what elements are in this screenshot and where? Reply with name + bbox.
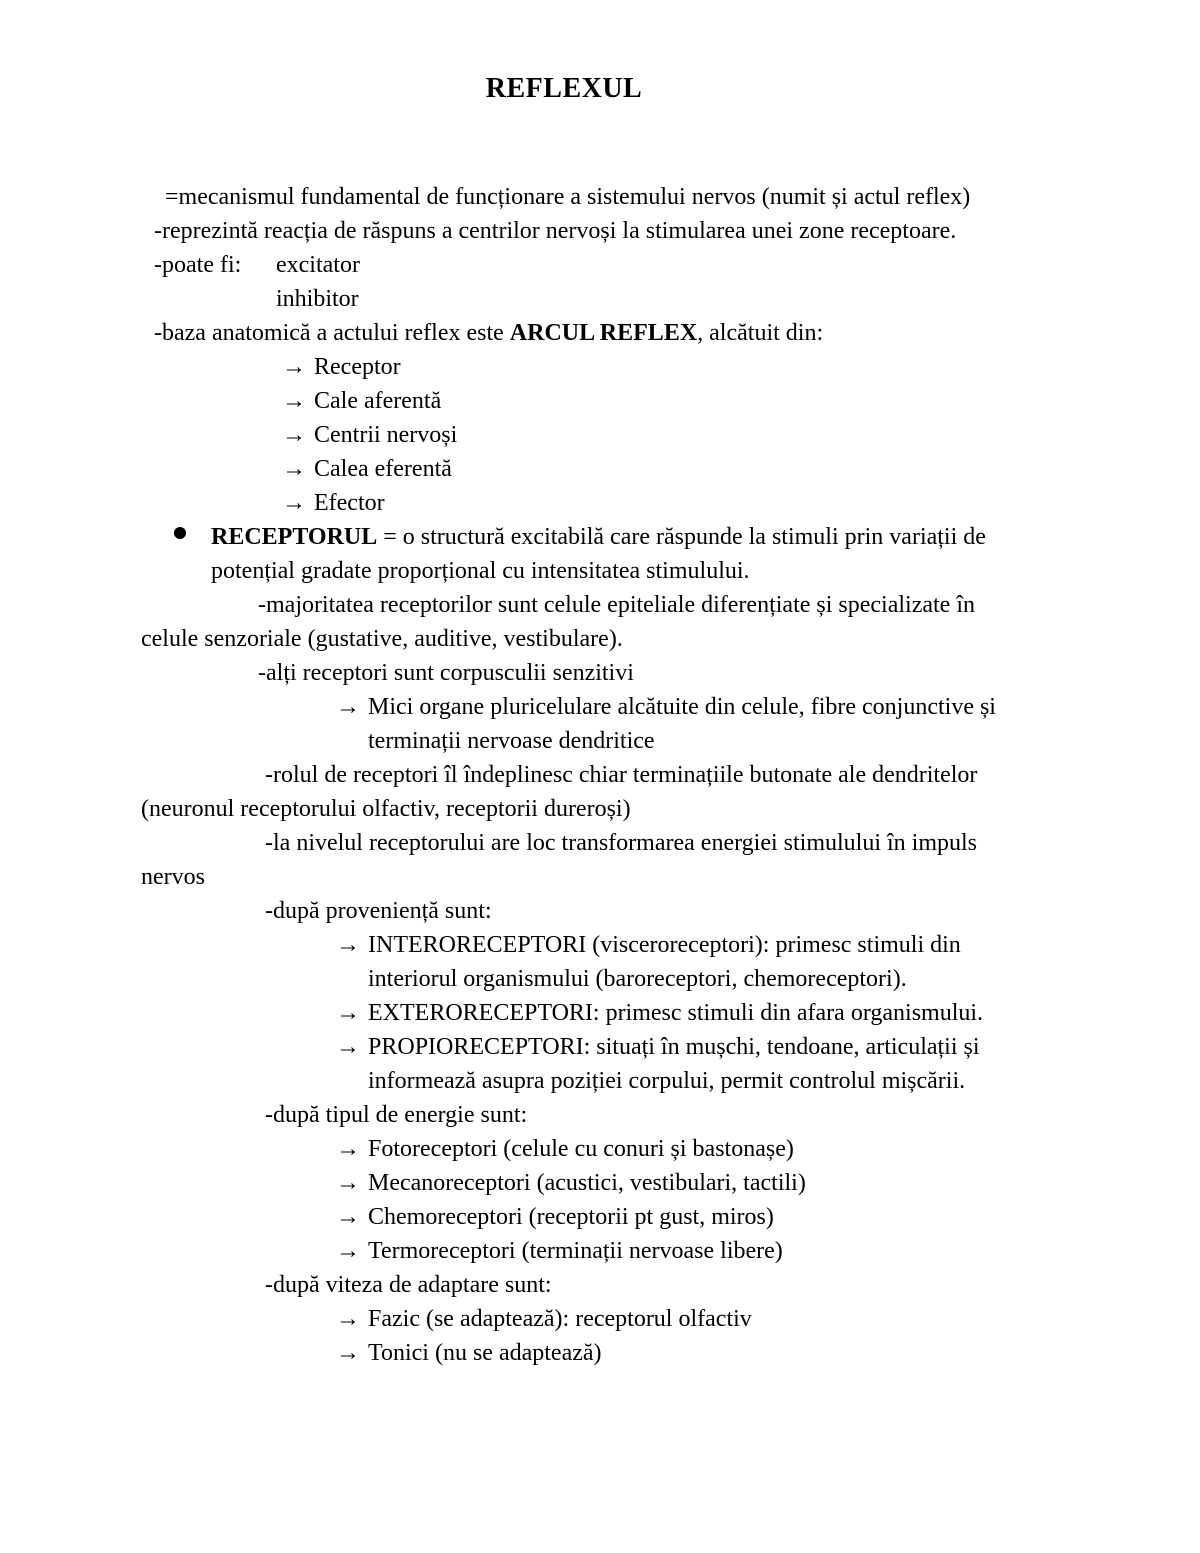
can-be-excitator: excitator bbox=[276, 252, 360, 278]
can-be-label: -poate fi: bbox=[154, 252, 242, 278]
arrow-right-icon: → bbox=[336, 1306, 360, 1332]
list-item: → Efector bbox=[282, 490, 385, 516]
arrow-right-icon: → bbox=[336, 1238, 360, 1264]
arc-prefix: -baza anatomică a actului reflex este bbox=[154, 320, 510, 346]
transform-line: -la nivelul receptorului are loc transformarea energiei stimulului în impuls bbox=[265, 830, 977, 856]
page-title: REFLEXUL bbox=[485, 73, 643, 104]
list-item: → Cale aferentă bbox=[282, 388, 442, 414]
energy-label: -după tipul de energie sunt: bbox=[265, 1102, 528, 1128]
can-be-inhibitor: inhibitor bbox=[276, 286, 359, 312]
arrow-right-icon: → bbox=[336, 1136, 360, 1162]
arrow-right-icon: → bbox=[336, 1170, 360, 1196]
arrow-right-icon: → bbox=[336, 1034, 360, 1060]
role-line-cont: (neuronul receptorului olfactiv, receptorii dureroși) bbox=[141, 796, 631, 822]
arrow-right-icon: → bbox=[282, 456, 306, 482]
arrow-right-icon: → bbox=[282, 354, 306, 380]
arrow-right-icon: → bbox=[282, 490, 306, 516]
list-item: → Termoreceptori (terminații nervoase libere) bbox=[336, 1238, 783, 1264]
transform-line-cont: nervos bbox=[141, 864, 205, 890]
list-item: → Mecanoreceptori (acustici, vestibulari, tactili) bbox=[336, 1170, 806, 1196]
list-item: → PROPIORECEPTORI: situați în mușchi, tendoane, articulații și bbox=[336, 1034, 980, 1060]
arc-reflex-bold: ARCUL REFLEX bbox=[509, 320, 698, 346]
origin-label: -după proveniență sunt: bbox=[265, 898, 492, 924]
arrow-right-icon: → bbox=[336, 932, 360, 958]
list-item: → Centrii nervoși bbox=[282, 422, 458, 448]
list-item: → Chemoreceptori (receptorii pt gust, miros) bbox=[336, 1204, 774, 1230]
arrow-right-icon: → bbox=[336, 1204, 360, 1230]
bullet-icon bbox=[174, 527, 186, 539]
epithelial-line-cont: celule senzoriale (gustative, auditive, vestibulare). bbox=[141, 626, 623, 652]
arrow-right-icon: → bbox=[282, 422, 306, 448]
list-item: → Mici organe pluricelulare alcătuite din celule, fibre conjunctive și bbox=[336, 694, 996, 720]
arrow-right-icon: → bbox=[336, 694, 360, 720]
arrow-right-icon: → bbox=[336, 1000, 360, 1026]
receptor-heading-cont: potențial gradate proporțional cu intensitatea stimulului. bbox=[211, 558, 750, 584]
speed-label: -după viteza de adaptare sunt: bbox=[265, 1272, 552, 1298]
epithelial-line: -majoritatea receptorilor sunt celule epiteliale diferențiate și specializate în bbox=[258, 592, 975, 618]
arc-suffix: , alcătuit din: bbox=[697, 320, 824, 346]
list-item-cont: terminații nervoase dendritice bbox=[368, 728, 655, 754]
arrow-right-icon: → bbox=[336, 1340, 360, 1366]
represents-line: -reprezintă reacția de răspuns a centrilor nervoși la stimularea unei zone receptoare. bbox=[154, 218, 957, 244]
list-item: → Receptor bbox=[282, 354, 401, 380]
list-item-cont: informează asupra poziției corpului, permit controlul mișcării. bbox=[368, 1068, 966, 1094]
receptor-heading: RECEPTORUL = o structură excitabilă care răspunde la stimuli prin variații de bbox=[211, 524, 986, 550]
arc-reflex-line bbox=[154, 318, 823, 348]
list-item: → Fazic (se adaptează): receptorul olfactiv bbox=[336, 1306, 752, 1332]
list-item: → Tonici (nu se adaptează) bbox=[336, 1340, 602, 1366]
arrow-right-icon: → bbox=[282, 388, 306, 414]
list-item: → Fotoreceptori (celule cu conuri și bastonașe) bbox=[336, 1136, 794, 1162]
receptor-heading-bold: RECEPTORUL bbox=[211, 524, 378, 550]
definition-line: =mecanismul fundamental de funcționare a sistemului nervos (numit și actul reflex) bbox=[165, 184, 971, 210]
list-item: → INTERORECEPTORI (visceroreceptori): primesc stimuli din bbox=[336, 932, 961, 958]
list-item-cont: interiorul organismului (baroreceptori, chemoreceptori). bbox=[368, 966, 907, 992]
list-item: → Calea eferentă bbox=[282, 456, 452, 482]
role-line: -rolul de receptori îl îndeplinesc chiar terminațiile butonate ale dendritelor bbox=[265, 762, 978, 788]
list-item: → EXTERORECEPTORI: primesc stimuli din afara organismului. bbox=[336, 1000, 984, 1026]
others-line: -alți receptori sunt corpusculii senzitivi bbox=[258, 660, 634, 686]
